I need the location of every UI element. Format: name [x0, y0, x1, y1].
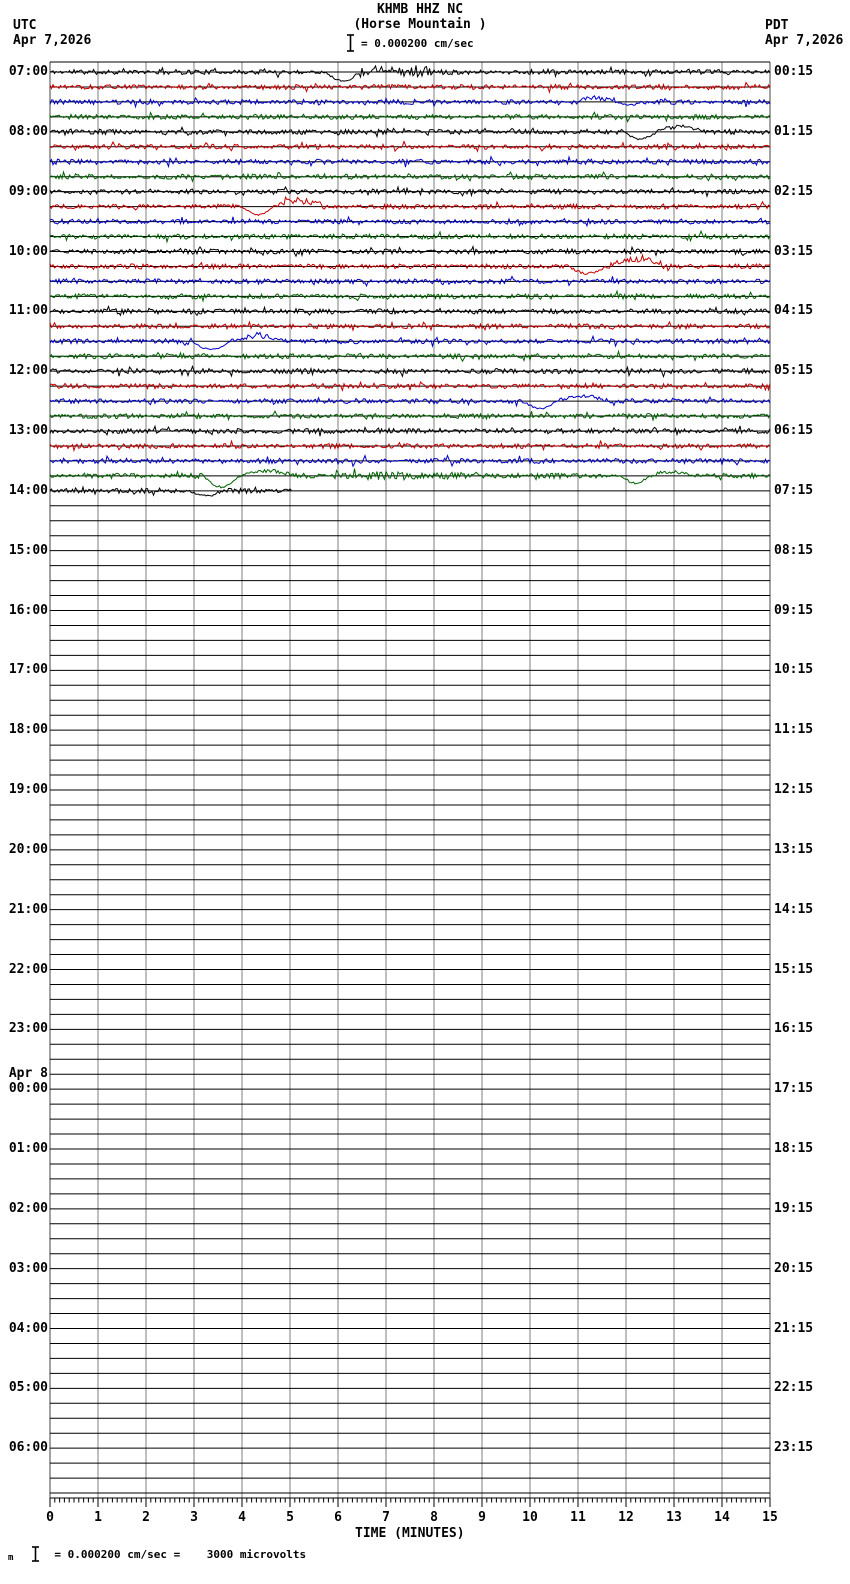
utc-hour-label: 03:00 [8, 1260, 48, 1276]
pdt-hour-label: 08:15 [774, 542, 814, 558]
pdt-hour-label: 18:15 [774, 1141, 814, 1156]
pdt-hour-label: 07:15 [774, 482, 814, 498]
footer-note: = 0.000200 cm/sec = 3000 microvolts [54, 1547, 307, 1561]
station-title: KHMB HHZ NC [376, 2, 464, 17]
utc-hour-label: 12:00 [8, 363, 48, 379]
right-date: Apr 7,2026 [765, 33, 844, 48]
utc-hour-label: 21:00 [8, 901, 48, 917]
pdt-hour-label: 02:15 [774, 183, 814, 199]
utc-hour-label: 08:00 [8, 123, 48, 139]
x-axis-tick-label: 5 [286, 1510, 294, 1525]
pdt-hour-label: 20:15 [774, 1260, 814, 1276]
pdt-hour-label: 04:15 [774, 303, 814, 319]
left-date: Apr 7,2026 [13, 33, 92, 48]
scale-bar-icon-small [31, 1545, 40, 1563]
pdt-hour-label: 14:15 [774, 901, 814, 917]
pdt-hour-label: 09:15 [774, 602, 814, 618]
utc-hour-label: 18:00 [8, 722, 48, 738]
pdt-hour-label: 15:15 [774, 961, 814, 977]
x-axis-tick-label: 3 [190, 1510, 198, 1525]
pdt-hour-label: 01:15 [774, 123, 814, 139]
utc-hour-label: 11:00 [8, 303, 48, 319]
pdt-hour-label: 17:15 [774, 1081, 814, 1097]
utc-hour-label: 07:00 [8, 64, 48, 79]
pdt-hour-label: 19:15 [774, 1200, 814, 1216]
x-axis-tick-label: 14 [714, 1510, 730, 1525]
station-subtitle: (Horse Mountain ) [353, 17, 487, 32]
utc-hour-label: 09:00 [8, 183, 48, 199]
pdt-hour-label: 10:15 [774, 662, 814, 678]
utc-hour-label: 04:00 [8, 1320, 48, 1336]
x-axis-tick-label: 10 [522, 1510, 538, 1525]
pdt-hour-label: 23:15 [774, 1440, 814, 1456]
utc-hour-label: 05:00 [8, 1380, 48, 1396]
scale-label: = 0.000200 cm/sec [361, 36, 474, 50]
utc-hour-label: 15:00 [8, 542, 48, 558]
x-axis-tick-label: 8 [430, 1510, 438, 1525]
footer-prefix: m [8, 1553, 14, 1563]
utc-hour-label: 23:00 [8, 1021, 48, 1037]
pdt-hour-label: 22:15 [774, 1380, 814, 1396]
x-axis-tick-label: 2 [142, 1510, 150, 1525]
x-axis-tick-label: 6 [334, 1510, 342, 1525]
utc-hour-label: 20:00 [8, 841, 48, 857]
pdt-hour-label: 06:15 [774, 423, 814, 438]
pdt-hour-label: 05:15 [774, 363, 814, 379]
utc-hour-label: 22:00 [8, 961, 48, 977]
utc-hour-label: 01:00 [8, 1141, 48, 1156]
x-axis-tick-label: 0 [46, 1510, 54, 1525]
pdt-hour-label: 16:15 [774, 1021, 814, 1037]
pdt-hour-label: 21:15 [774, 1320, 814, 1336]
pdt-hour-label: 12:15 [774, 782, 814, 797]
pdt-hour-label: 11:15 [774, 722, 814, 738]
x-axis-tick-label: 12 [618, 1510, 634, 1525]
date-change-label: Apr 8 [8, 1066, 48, 1082]
utc-hour-label: 06:00 [8, 1440, 48, 1456]
utc-hour-label: 19:00 [8, 782, 48, 797]
x-axis-tick-label: 13 [666, 1510, 682, 1525]
utc-hour-label: 10:00 [8, 243, 48, 259]
utc-hour-label: 14:00 [8, 482, 48, 498]
left-timezone: UTC [13, 18, 37, 33]
x-axis-tick-label: 15 [762, 1510, 778, 1525]
x-axis-tick-label: 11 [570, 1510, 586, 1525]
utc-hour-label: 02:00 [8, 1200, 48, 1216]
x-axis-tick-label: 4 [238, 1510, 246, 1525]
utc-hour-label: 13:00 [8, 423, 48, 438]
pdt-hour-label: 03:15 [774, 243, 814, 259]
x-axis-tick-label: 9 [478, 1510, 486, 1525]
x-axis-tick-label: 1 [94, 1510, 102, 1525]
utc-hour-label: 17:00 [8, 662, 48, 678]
footer-scale-note [8, 1545, 306, 1563]
utc-hour-label: 00:00 [8, 1081, 48, 1097]
x-axis-title: TIME (MINUTES) [355, 1526, 465, 1541]
right-timezone: PDT [765, 18, 789, 33]
utc-hour-label: 16:00 [8, 602, 48, 618]
pdt-hour-label: 13:15 [774, 841, 814, 857]
x-axis-tick-label: 7 [382, 1510, 390, 1525]
pdt-hour-label: 00:15 [774, 64, 814, 79]
